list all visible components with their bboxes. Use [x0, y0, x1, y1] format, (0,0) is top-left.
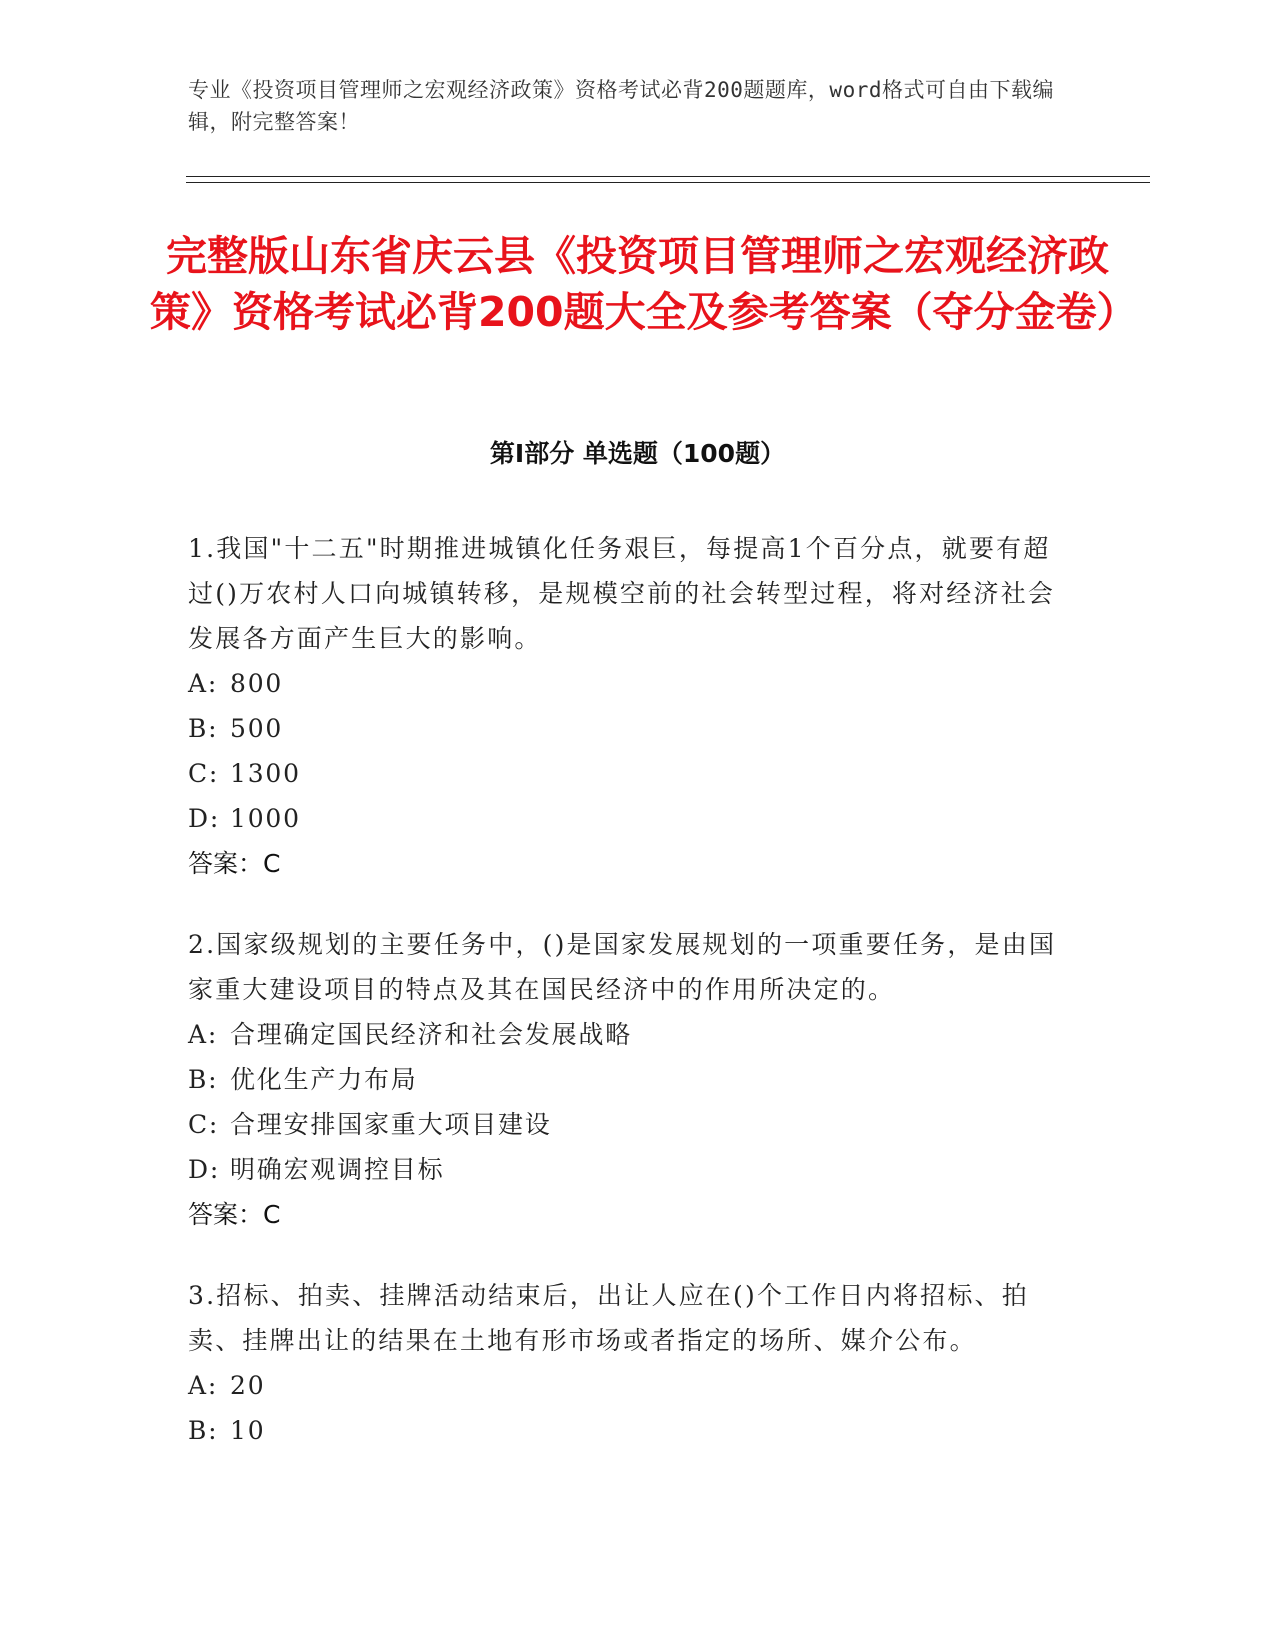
option-a [188, 1363, 1068, 1408]
answer-value: C [263, 849, 281, 878]
option-letter: B: [188, 1065, 219, 1094]
option-letter: A: [188, 669, 219, 698]
option-letter: D: [188, 804, 221, 833]
document-title: 完整版山东省庆云县《投资项目管理师之宏观经济政策》资格考试必背200题大全及参考答案（夺分金卷） [150, 232, 1138, 336]
option-text: 10 [230, 1416, 266, 1445]
option-a [188, 661, 1068, 706]
option-a [188, 1012, 1068, 1057]
question-list [188, 526, 1068, 1489]
option-text: 1300 [230, 759, 301, 788]
question-2 [188, 922, 1068, 1237]
option-text: 800 [230, 669, 284, 698]
option-b [188, 1408, 1068, 1453]
answer-line [188, 841, 1068, 886]
option-text: 20 [230, 1371, 266, 1400]
option-letter: C: [188, 1110, 220, 1139]
header-divider-top [186, 176, 1150, 177]
option-c [188, 1102, 1068, 1147]
option-text: 明确宏观调控目标 [230, 1155, 445, 1184]
option-d [188, 1147, 1068, 1192]
option-text: 优化生产力布局 [230, 1065, 418, 1094]
option-text: 500 [230, 714, 284, 743]
option-c [188, 751, 1068, 796]
option-letter: B: [188, 714, 219, 743]
section-heading: 第Ⅰ部分 单选题（100题） [489, 439, 786, 468]
option-letter: A: [188, 1020, 219, 1049]
question-stem: 3.招标、拍卖、挂牌活动结束后，出让人应在()个工作日内将招标、拍卖、挂牌出让的结果在土地有形市场或者指定的场所、媒介公布。 [188, 1281, 1029, 1355]
answer-value: C [263, 1200, 281, 1229]
question-stem: 2.国家级规划的主要任务中，()是国家发展规划的一项重要任务，是由国家重大建设项目的特点及其在国民经济中的作用所决定的。 [188, 930, 1057, 1004]
option-text: 合理确定国民经济和社会发展战略 [230, 1020, 633, 1049]
question-3 [188, 1273, 1068, 1453]
answer-label: 答案： [188, 849, 264, 878]
header-divider-bottom [186, 182, 1150, 183]
option-text: 合理安排国家重大项目建设 [230, 1110, 552, 1139]
header-note: 专业《投资项目管理师之宏观经济政策》资格考试必背200题题库，word格式可自由下载编辑，附完整答案！ [188, 78, 1054, 134]
question-1 [188, 526, 1068, 886]
option-d [188, 796, 1068, 841]
option-b [188, 1057, 1068, 1102]
option-letter: C: [188, 759, 220, 788]
option-letter: A: [188, 1371, 219, 1400]
answer-line [188, 1192, 1068, 1237]
answer-label: 答案： [188, 1200, 264, 1229]
option-b [188, 706, 1068, 751]
option-text: 1000 [230, 804, 301, 833]
option-letter: D: [188, 1155, 221, 1184]
option-letter: B: [188, 1416, 219, 1445]
question-stem: 1.我国"十二五"时期推进城镇化任务艰巨，每提高1个百分点，就要有超过()万农村人口向城镇转移，是规模空前的社会转型过程，将对经济社会发展各方面产生巨大的影响。 [188, 534, 1056, 653]
